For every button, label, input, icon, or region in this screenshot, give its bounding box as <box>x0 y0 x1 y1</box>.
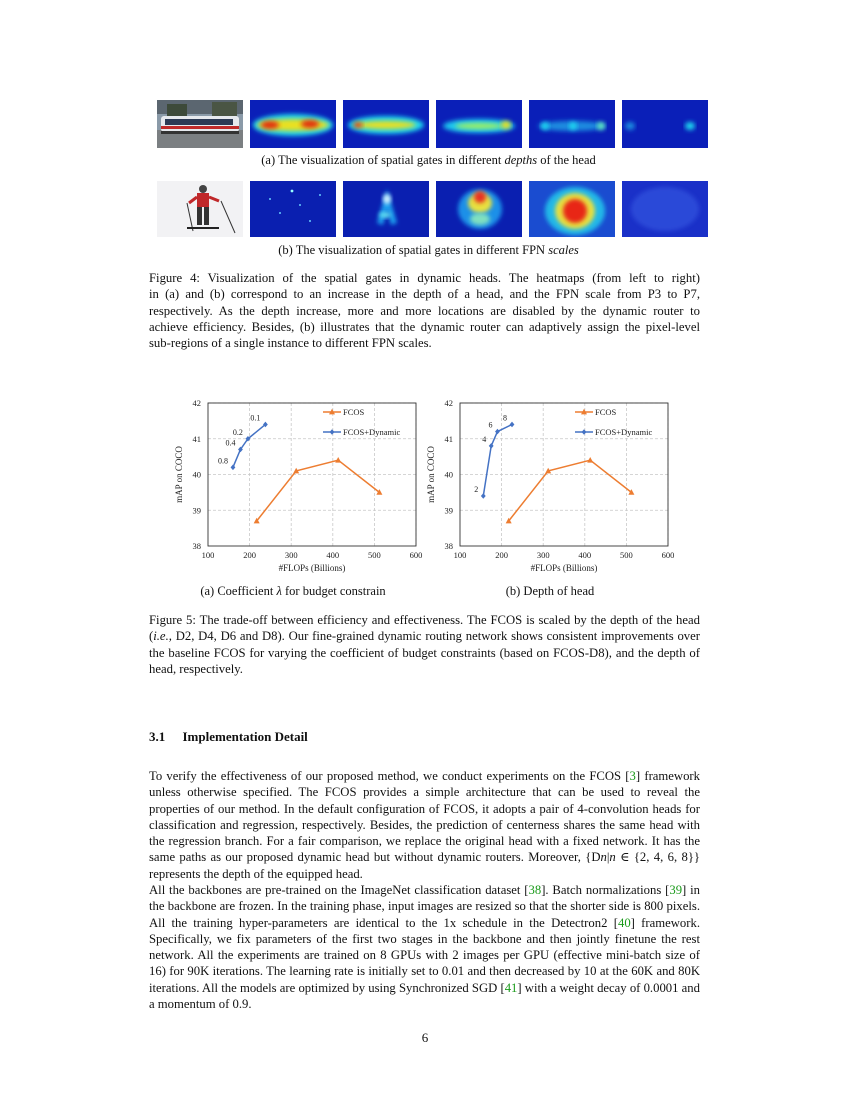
y-tick-label: 38 <box>192 541 201 551</box>
legend-label: FCOS+Dynamic <box>595 427 653 437</box>
x-tick-label: 300 <box>536 550 550 560</box>
legend-label: FCOS <box>595 407 617 417</box>
fig4-caption <box>149 270 700 351</box>
page-number: 6 <box>421 1030 429 1045</box>
y-tick-label: 39 <box>444 505 453 516</box>
body-paragraph: To verify the effectiveness of our proposed method, we conduct experiments on the FCOS [3] framework unless otherwise specified. The FCOS provides a simple architecture that can be used to reveal the properties of our method. In the default configuration of FCOS, it adopts a pair of 4-convolution heads for classification and regression, respectively. Besides, the prediction of centerness shares the same head with the regression branch. For a fair comparison, we replace the original head with a fixed network. It has the same paths as our proposed dynamic head but without dynamic routers. Moreover, {Dn|n ∈ {2, 4, 6, 8}} represents the depth of the equipped head. <box>149 769 701 881</box>
data-label: 0.2 <box>232 427 243 437</box>
y-axis-label: mAP on COCO <box>426 446 436 503</box>
fig5b-caption: (b) Depth of head <box>505 584 595 598</box>
fig4b-caption-emph: scales <box>548 243 579 257</box>
section-title: Implementation Detail <box>182 729 308 744</box>
fig4-caption-line: Figure 4: Visualization of the spatial gates in dynamic heads. The heatmaps (from left to right) <box>149 271 700 285</box>
skier-photo <box>157 181 243 237</box>
y-tick-label: 41 <box>444 433 453 444</box>
y-tick-label: 41 <box>192 433 201 444</box>
depth-heatmap-2 <box>343 100 429 148</box>
fig4-caption-line: sub-regions of a single instance to different FPN scales. <box>149 336 432 351</box>
fig5-caption: Figure 5: The trade-off between efficiency and effectiveness. The FCOS is scaled by the depth of the head (i.e., D2, D4, D6 and D8). Our fine-grained dynamic routing network shows consistent improvements over the baseline FCOS for varying the coefficient of budget constraints (based on FCOS-D8), and the depth of head, respectively. <box>149 613 700 676</box>
fig4-caption-line: achieve efficiency. Besides, (b) illustrates that the dynamic router can adaptively assign the pixel-level <box>149 319 700 334</box>
fig5a-caption-symbol: λ <box>276 584 282 598</box>
section-heading <box>149 729 308 745</box>
x-tick-label: 500 <box>620 550 633 560</box>
body-paragraph: All the backbones are pre-trained on the ImageNet classification dataset [38]. Batch normalizations [39] in the backbone are frozen. In the training phase, input images are resized so that the shorter side is 800 pixels. All the training hyper-parameters are identical to the 1x schedule in the Detectron2 [40] framework. Specifically, we fix parameters of the first two stages in the backbone and then jointly finetune the rest network. All the experiments are trained on 8 GPUs with 2 images per GPU (effective mini-batch size of 16) for 90K iterations. The learning rate is initially set to 0.01 and then decreased by 10 at the 60K and 80K iterations. All the models are optimized by using Synchronized SGD [41] with a weight decay of 0.0001 and a momentum of 0.9. <box>149 883 700 1012</box>
x-axis-label: #FLOPs (Billions) <box>278 563 346 573</box>
train-photo <box>157 100 243 148</box>
x-tick-label: 500 <box>368 550 381 560</box>
fig4b-image-strip <box>157 181 700 237</box>
data-point-triangle <box>587 457 593 463</box>
scale-heatmap-p4 <box>343 181 429 237</box>
x-tick-label: 400 <box>578 550 592 560</box>
fig4b-caption-prefix: (b) The visualization of spatial gates in different FPN <box>278 243 546 257</box>
data-label: 8 <box>503 413 507 423</box>
legend-label: FCOS <box>343 407 365 417</box>
depth-heatmap-4 <box>529 100 615 148</box>
y-axis-label: mAP on COCO <box>174 446 184 503</box>
x-tick-label: 400 <box>326 550 340 560</box>
series-line <box>257 460 380 521</box>
legend-marker <box>330 429 335 435</box>
x-tick-label: 100 <box>453 550 467 560</box>
x-tick-label: 200 <box>495 550 508 560</box>
fig4a-image-strip <box>157 100 700 148</box>
data-point-diamond <box>231 465 236 471</box>
fig5a-caption-suffix: for budget constrain <box>285 584 386 598</box>
x-tick-label: 600 <box>409 550 423 560</box>
x-tick-label: 200 <box>243 550 256 560</box>
data-label: 0.4 <box>225 438 236 448</box>
scale-heatmap-p3 <box>250 181 336 237</box>
data-point-diamond <box>495 429 500 435</box>
fig4a-caption-emph: depths <box>504 153 538 167</box>
chart-head-depth <box>420 393 678 583</box>
data-label: 2 <box>474 484 479 494</box>
x-tick-label: 300 <box>284 550 298 560</box>
fig4a-caption <box>157 153 700 168</box>
fig4-caption-line: in (a) and (b) correspond to an increase in the depth of a head, and the FPN scale from P3 to P7, <box>149 287 700 302</box>
depth-heatmap-1 <box>250 100 336 148</box>
y-tick-label: 38 <box>444 541 453 551</box>
depth-heatmap-3 <box>436 100 522 148</box>
section-number: 3.1 <box>149 729 166 744</box>
legend-marker <box>582 429 587 435</box>
x-tick-label: 100 <box>201 550 215 560</box>
x-tick-label: 600 <box>661 550 675 560</box>
x-axis-label: #FLOPs (Billions) <box>530 563 598 573</box>
legend-label: FCOS+Dynamic <box>343 427 401 437</box>
data-point-triangle <box>335 457 341 463</box>
depth-heatmap-5 <box>622 100 708 148</box>
fig5a-caption-prefix: (a) Coefficient <box>200 584 274 598</box>
scale-heatmap-p5 <box>436 181 522 237</box>
data-point-diamond <box>489 443 494 449</box>
fig4a-caption-suffix: of the head <box>540 153 596 167</box>
series-line <box>509 460 632 521</box>
y-tick-label: 40 <box>444 469 453 480</box>
scale-heatmap-p7 <box>622 181 708 237</box>
data-label: 6 <box>488 420 493 430</box>
y-tick-label: 40 <box>192 469 201 480</box>
data-point-diamond <box>481 493 486 499</box>
y-tick-label: 42 <box>444 398 453 408</box>
series-line <box>483 424 512 496</box>
fig4-caption-line: respectively. As the depth increase, more and more locations are disabled by the dynamic router to <box>149 303 700 318</box>
y-tick-label: 42 <box>192 398 201 408</box>
chart-budget-coefficient <box>168 393 426 583</box>
data-point-diamond <box>510 422 515 428</box>
fig4a-caption-prefix: (a) The visualization of spatial gates in different <box>261 153 502 167</box>
data-label: 0.8 <box>217 456 228 466</box>
fig5a-caption <box>178 584 408 599</box>
y-tick-label: 39 <box>192 505 201 516</box>
data-label: 0.1 <box>250 413 261 423</box>
scale-heatmap-p6 <box>529 181 615 237</box>
data-label: 4 <box>482 434 487 444</box>
fig4b-caption <box>157 243 700 258</box>
